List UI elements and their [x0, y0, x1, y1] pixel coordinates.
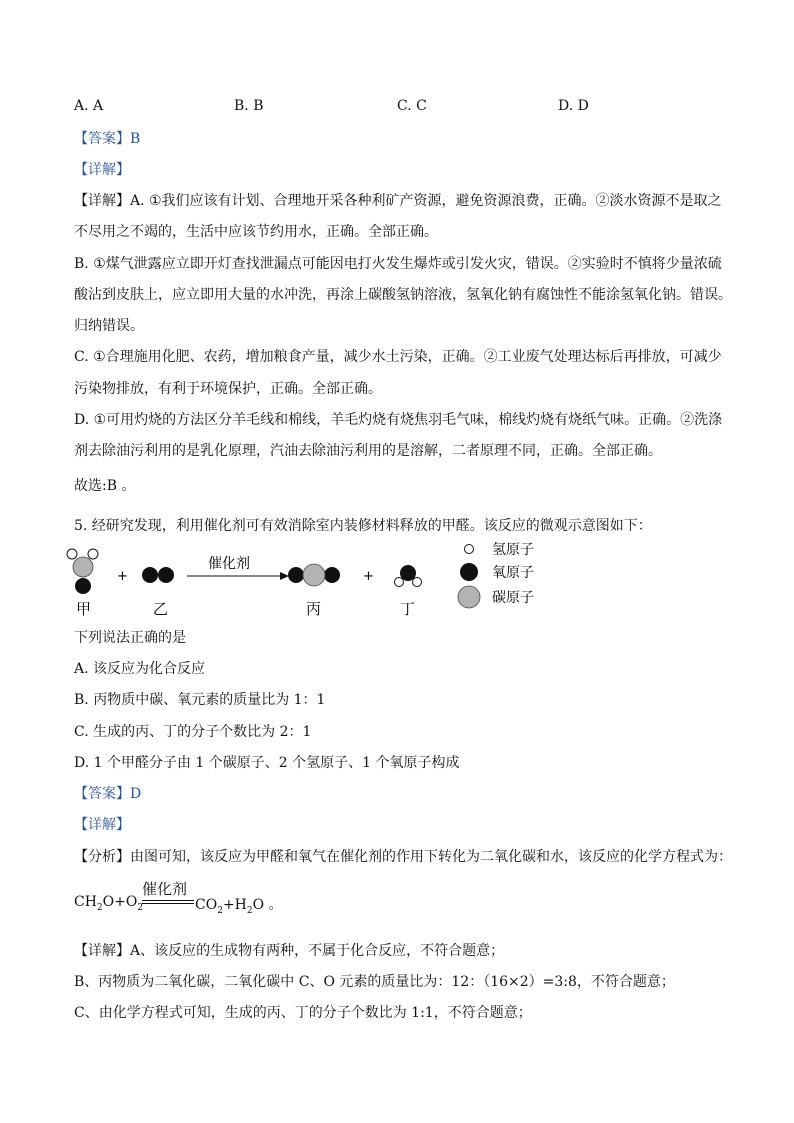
hydrogen-atom-icon [465, 545, 474, 554]
q4-detail-line: 酸沾到皮肤上，应立即用大量的水冲洗，再涂上碳酸氢钠溶液，氢氧化钠有腐蚀性不能涂氢氧化钠。错误。 [74, 287, 732, 303]
q5-stem: 5. 经研究发现，利用催化剂可有效消除室内装修材料释放的甲醛。该反应的微观示意图如下： [74, 518, 652, 534]
molecule-water [395, 565, 422, 587]
prev-option-c: C. C [397, 98, 427, 114]
q5-question: 下列说法正确的是 [74, 630, 186, 646]
equation-catalyst: 催化剂 [142, 880, 188, 898]
diagram-plus: + [363, 569, 374, 584]
q4-detail-line: C. ①合理施用化肥、农药，增加粮食产量，减少水土污染，正确。②工业废气处理达标后再排放，可减少 [74, 349, 722, 365]
q5-option-d: D. 1 个甲醛分子由 1 个碳原子、2 个氢原子、1 个氧原子构成 [74, 755, 460, 771]
legend-hydrogen: 氢原子 [492, 542, 534, 558]
prev-option-b: B. B [234, 98, 264, 114]
reaction-diagram [60, 540, 560, 622]
q5-detail-heading: 【详解】 [74, 817, 130, 833]
legend-oxygen: 氧原子 [492, 565, 534, 581]
label-yi: 乙 [153, 600, 169, 618]
q5-detail-line: 【详解】A、该反应的生成物有两种，不属于化合反应，不符合题意； [74, 943, 505, 959]
q4-conclusion: 故选:B 。 [74, 478, 136, 494]
q5-option-b: B. 丙物质中碳、氧元素的质量比为 1：1 [74, 692, 326, 708]
reaction-arrow-icon [280, 572, 289, 580]
q5-option-c: C. 生成的丙、丁的分子个数比为 2：1 [74, 724, 312, 740]
q5-analysis: 【分析】由图可知，该反应为甲醛和氧气在催化剂的作用下转化为二氧化碳和水，该反应的化学方程式为： [74, 849, 732, 865]
q4-detail-line: 【详解】A. ①我们应该有计划、合理地开采各种利矿产资源，避免资源浪费，正确。②淡水资源不是取之 [74, 193, 722, 209]
label-jia: 甲 [76, 600, 92, 618]
q4-detail-heading: 【详解】 [74, 162, 130, 178]
q4-detail-line: 不尽用之不竭的，生活中应该节约用水，正确。全部正确。 [74, 224, 438, 240]
q5-detail-line: B、丙物质为二氧化碳，二氧化碳中 C、O 元素的质量比为：12：（16×2）=3:8，不符合题意； [74, 974, 675, 990]
q5-option-a: A. 该反应为化合反应 [74, 661, 206, 677]
molecule-formaldehyde [67, 549, 98, 594]
label-bing: 丙 [306, 600, 322, 618]
diagram-plus: + [117, 569, 128, 584]
equation-reactants: $CH_2O+O_2$ [74, 894, 144, 913]
prev-option-a: A. A [74, 98, 104, 114]
q5-answer: 【答案】D [74, 786, 142, 802]
prev-option-d: D. D [558, 98, 589, 114]
oxygen-atom-icon [460, 563, 478, 581]
diagram-legend [458, 542, 534, 608]
equation-products: $CO_2+H_2O$ 。 [195, 897, 283, 916]
q4-detail-line: B. ①煤气泄露应立即开灯查找泄漏点可能因电打火发生爆炸或引发火灾，错误。②实验时不慎将少量浓硫 [74, 256, 722, 272]
q4-detail-line: 剂去除油污利用的是乳化原理，汽油去除油污利用的是溶解，二者原理不同，正确。全部正确。 [74, 443, 662, 459]
equation-double-line [142, 900, 194, 904]
q4-detail-line: D. ①可用灼烧的方法区分羊毛线和棉线，羊毛灼烧有烧焦羽毛气味，棉线灼烧有烧纸气味。正确。②洗涤 [74, 412, 723, 428]
molecule-oxygen [142, 567, 174, 583]
q4-answer: 【答案】B [74, 131, 141, 147]
carbon-atom-icon [458, 586, 480, 608]
chemical-equation [74, 876, 394, 920]
q4-detail-line: 归纳错误。 [74, 318, 144, 334]
q4-detail-line: 污染物排放，有利于环境保护，正确。全部正确。 [74, 381, 382, 397]
diagram-catalyst-label: 催化剂 [208, 556, 250, 572]
molecule-carbon-dioxide [288, 564, 340, 586]
legend-carbon: 碳原子 [492, 590, 534, 606]
label-ding: 丁 [400, 600, 416, 618]
q5-detail-line: C、由化学方程式可知，生成的丙、丁的分子个数比为 1:1，不符合题意； [74, 1005, 532, 1021]
